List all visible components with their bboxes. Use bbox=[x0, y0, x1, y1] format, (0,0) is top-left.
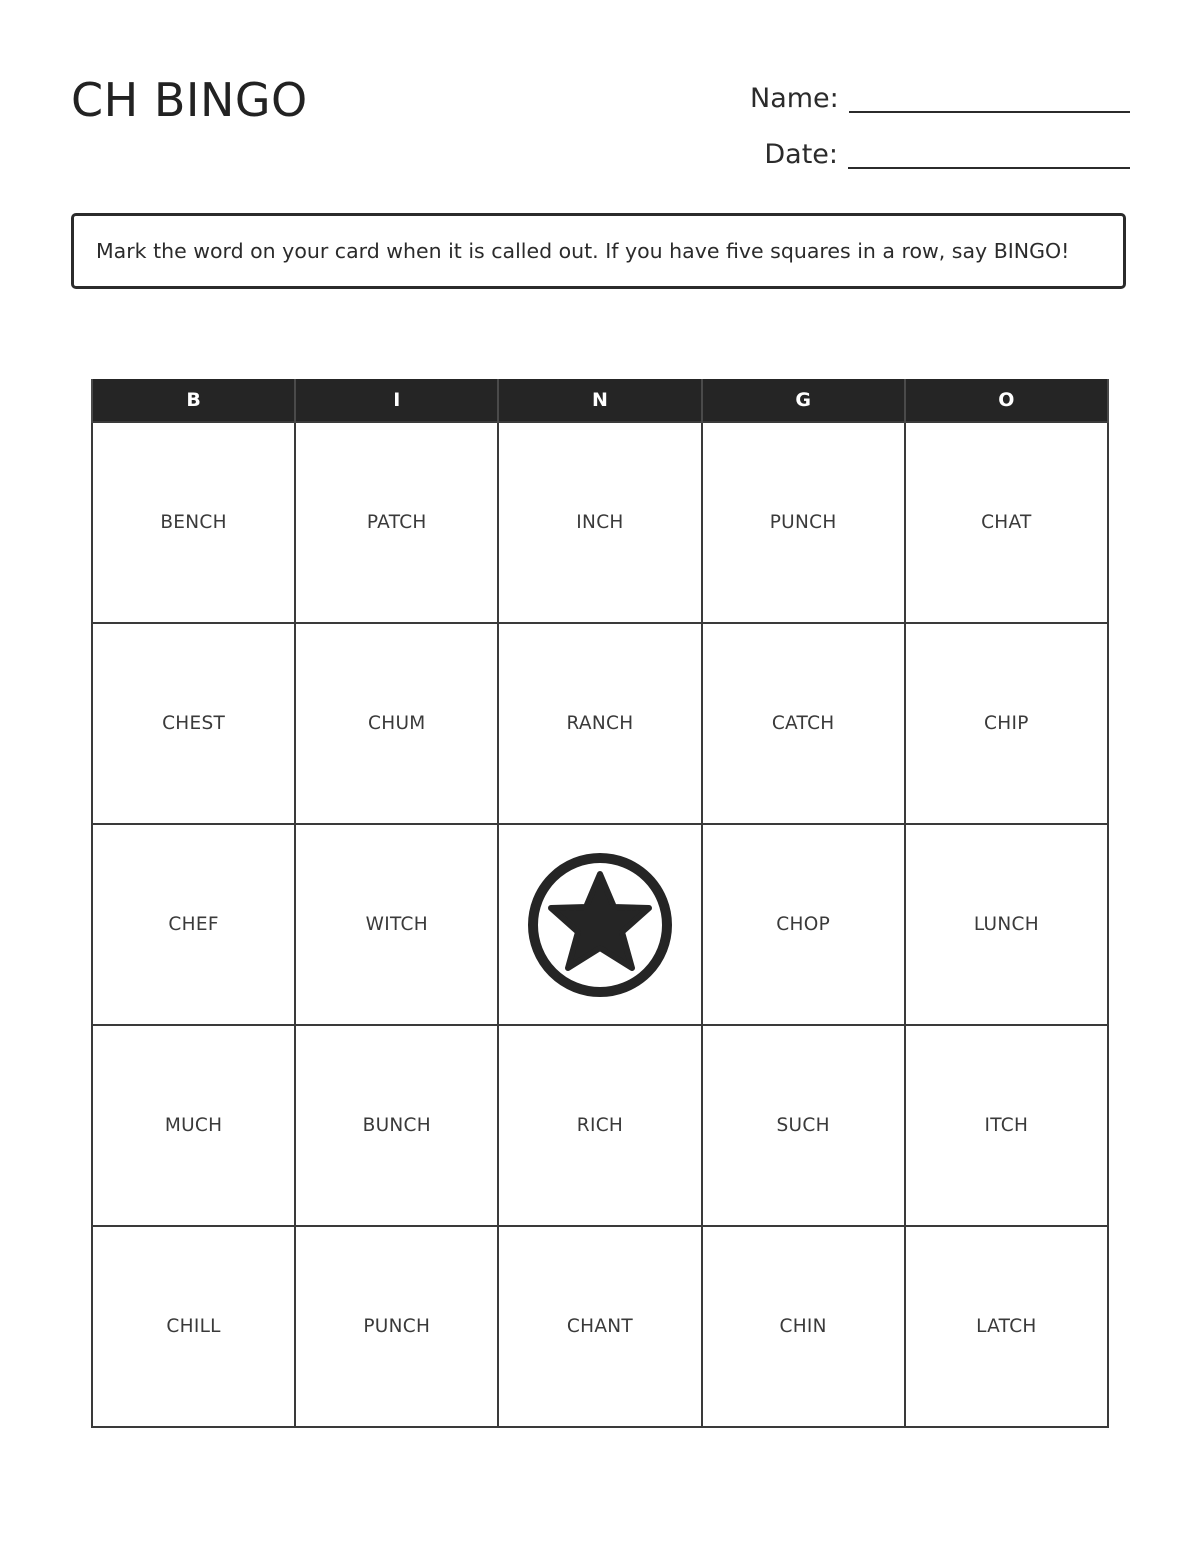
bingo-cell: CHIN bbox=[702, 1226, 905, 1427]
bingo-row bbox=[92, 623, 1108, 824]
bingo-cell: CHANT bbox=[498, 1226, 701, 1427]
bingo-row bbox=[92, 1025, 1108, 1226]
bingo-cell: LATCH bbox=[905, 1226, 1108, 1427]
bingo-row bbox=[92, 824, 1108, 1025]
name-write-line bbox=[849, 81, 1130, 113]
column-header-o: O bbox=[905, 379, 1108, 422]
bingo-cell: CHUM bbox=[295, 623, 498, 824]
date-write-line bbox=[848, 137, 1130, 169]
bingo-cell: CHOP bbox=[702, 824, 905, 1025]
name-field bbox=[750, 75, 1130, 115]
name-label: Name: bbox=[750, 83, 839, 114]
bingo-row bbox=[92, 1226, 1108, 1427]
star-in-circle-icon bbox=[525, 850, 675, 1000]
date-field bbox=[750, 131, 1130, 171]
bingo-cell: LUNCH bbox=[905, 824, 1108, 1025]
instructions-box bbox=[71, 213, 1126, 289]
free-space-cell bbox=[498, 824, 701, 1025]
bingo-cell: BENCH bbox=[92, 422, 295, 623]
column-header-i: I bbox=[295, 379, 498, 422]
bingo-row bbox=[92, 422, 1108, 623]
page-title: CH BINGO bbox=[71, 73, 308, 127]
date-label: Date: bbox=[764, 139, 838, 170]
bingo-card bbox=[91, 379, 1109, 1428]
bingo-cell: PUNCH bbox=[702, 422, 905, 623]
bingo-cell: WITCH bbox=[295, 824, 498, 1025]
instructions-text: Mark the word on your card when it is called out. If you have five squares in a row, say BINGO! bbox=[96, 239, 1070, 263]
bingo-cell: CHAT bbox=[905, 422, 1108, 623]
column-header-b: B bbox=[92, 379, 295, 422]
bingo-cell: BUNCH bbox=[295, 1025, 498, 1226]
bingo-cell: PATCH bbox=[295, 422, 498, 623]
bingo-cell: RANCH bbox=[498, 623, 701, 824]
bingo-cell: INCH bbox=[498, 422, 701, 623]
bingo-cell: CHEST bbox=[92, 623, 295, 824]
bingo-cell: CHIP bbox=[905, 623, 1108, 824]
bingo-header-row bbox=[92, 379, 1108, 422]
bingo-cell: ITCH bbox=[905, 1025, 1108, 1226]
bingo-cell: CATCH bbox=[702, 623, 905, 824]
bingo-cell: SUCH bbox=[702, 1025, 905, 1226]
bingo-cell: CHILL bbox=[92, 1226, 295, 1427]
bingo-cell: CHEF bbox=[92, 824, 295, 1025]
column-header-n: N bbox=[498, 379, 701, 422]
bingo-cell: RICH bbox=[498, 1025, 701, 1226]
bingo-cell: PUNCH bbox=[295, 1226, 498, 1427]
bingo-cell: MUCH bbox=[92, 1025, 295, 1226]
column-header-g: G bbox=[702, 379, 905, 422]
